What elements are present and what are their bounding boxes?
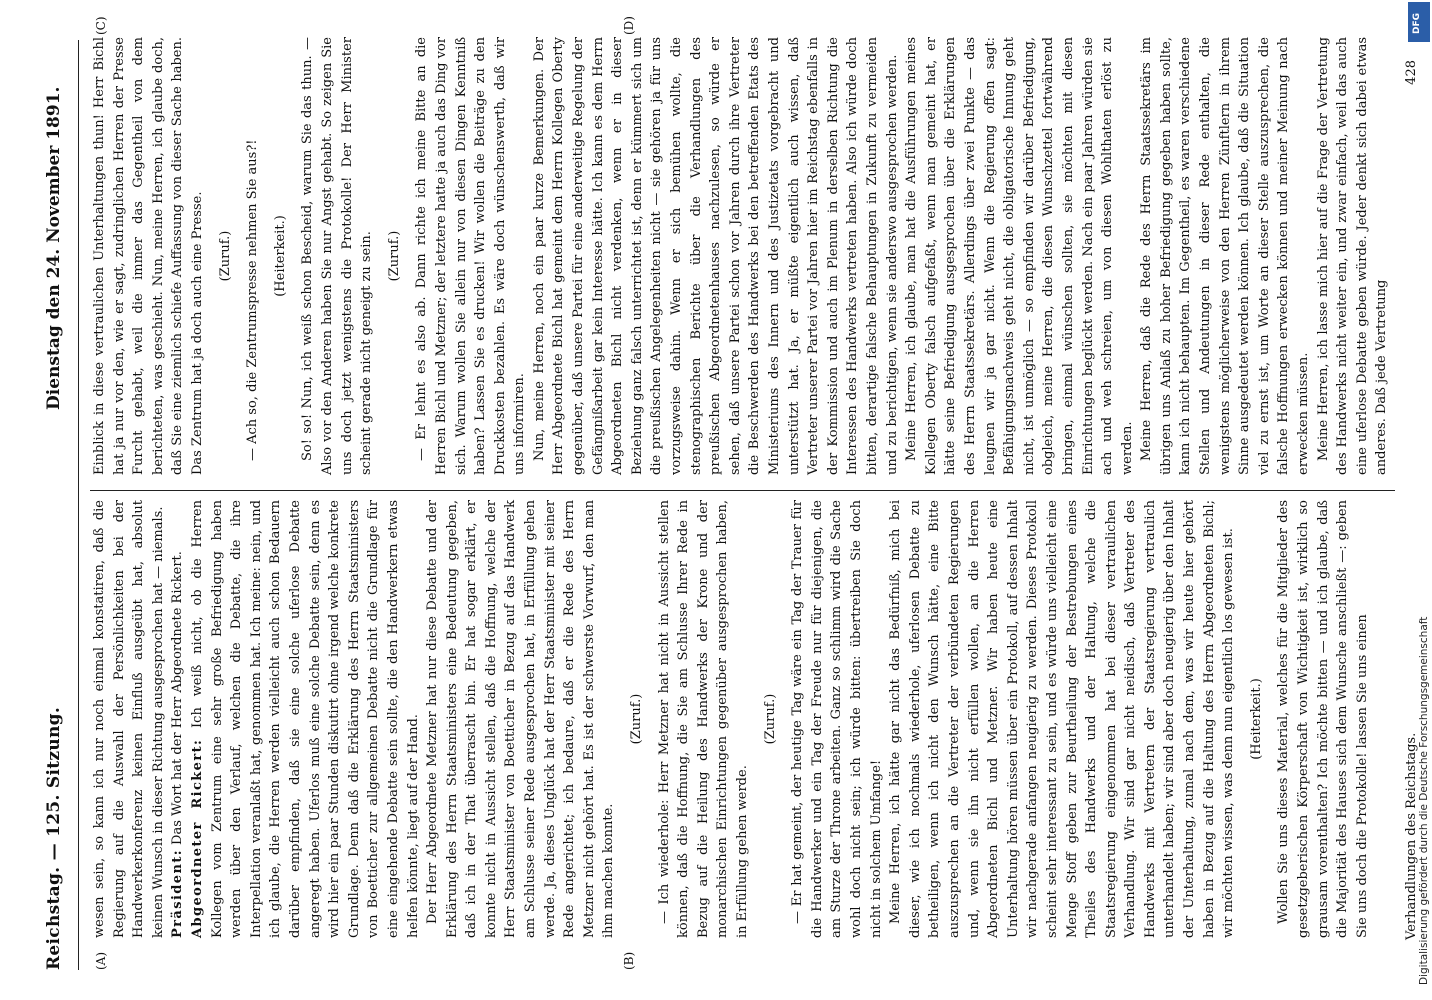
paragraph: Meine Herren, ich lasse mich hier auf die Frage der Vertretung des Handwerks nicht weiter ein, und zwar einfach, weil das auch eine uferlose Debatte geben würde. Jeder denkt sich dabei etwas anderes. Daß jede Vertretung <box>1315 37 1390 475</box>
paragraph: — Er lehnt es also ab. Dann richte ich meine Bitte an die Herren Bichl und Metzner; der letztere hatte ja auch das Ding vor sich. Warum wollen Sie allein nur von diesen Dingen Kenntniß haben? Lassen Sie es drucken! Wir wollen die Beiträge zu den Druckkosten bezahlen. Es wäre doch wünschenswerth, daß wir uns informiren. <box>414 37 528 475</box>
paragraph: Meine Herren, ich glaube, man hat die Ausführungen meines Kollegen Oberty falsch aufgefaßt, wenn man gemeint hat, er hätte seine Befriedigung ausgesprochen über die Erklärungen des Herrn Staatssekretärs. Allerdings über zwei Punkte — das leugnen wir ja gar nicht. Wenn die Regierung offen sagt: Befähigungsnachweis geht nicht, die obligatorische Innung geht nicht, ist unmöglich — so empfinden wir darüber Befriedigung, obgleich, meine Herren, die diesen Wunschzettel fortwährend bringen, einmal wünschen sollten, sie möchten mit diesen Einrichtungen beglückt werden. Nach ein paar Jahren würden sie ach und weh schreien, um von diesen Wohlthaten erlöst zu werden. <box>904 37 1135 475</box>
left-column <box>90 500 1372 938</box>
margin-marker-a: (A) <box>94 951 108 970</box>
margin-marker-b: (B) <box>622 951 636 970</box>
paragraph: — Ach so, die Zentrumspresse nehmen Sie aus?! <box>245 139 261 461</box>
column-divider <box>90 490 1395 491</box>
paragraph: — Ich wiederhole: Herr Metzner hat nicht in Aussicht stellen können, daß die Hoffnung, die Sie am Schlusse Ihrer Rede in Bezug auf die Heilung des Handwerks der Krone und der monarchischen Einrichtungen gegenüber ausgesprochen haben, in Erfüllung gehen werde. <box>656 500 750 938</box>
interjection: (Heiterkeit.) <box>272 215 288 297</box>
interjection: (Zuruf.) <box>629 693 645 745</box>
paragraph: Meine Herren, ich hätte gar nicht das Bedürfniß, mich bei dieser, wie ich nochmals wiederhole, uferlosen Debatte zu betheiligen, wenn ich nicht den Wunsch hätte, eine Bitte auszusprechen an die Vertreter der verbündeten Regierungen und, wenn sie ihn nicht erfüllen wollen, an die Herren Abgeordneten Bichl und Metzner. Wir haben heute eine Unterhaltung hören müssen über ein Protokoll, auf dessen Inhalt wir nachgerade anfangen neugierig zu werden. Dieses Protokoll scheint sehr interessant zu sein, und es würde uns vielleicht eine Menge Stoff geben zur Beurtheilung der Bestrebungen eines Theiles des Handwerks und der Haltung, welche die Staatsregierung eingenommen hat bei dieser vertraulichen Verhandlung. Wir sind gar nicht neidisch, daß Vertreter des Handwerks mit Vertretern der Staatsregierung vertraulich unterhandelt haben; wir sind aber doch neugierig über den Inhalt der Unterhaltung, zumal nach dem, was wir heute hier gehört haben in Bezug auf die Haltung des Herrn Abgeordneten Bichl; wir möchten wissen, was denn nun eigentlich los gewesen ist. <box>888 500 1237 938</box>
paragraph: Nun, meine Herren, noch ein paar kurze Bemerkungen. Der Herr Abgeordnete Bichl hat gemeint dem Herrn Kollegen Oberty gegenüber, daß unsere Partei für eine anderweitige Regelung der Gefängnißarbeit gar kein Interesse hätte. Ich kann es dem Herrn Abgeordneten Bichl nicht verdenken, wenn er in dieser Beziehung ganz falsch unterrichtet ist, denn er kümmert sich um die preußischen Angelegenheiten nicht — sie gehören ja für uns vorzugsweise dahin. Wenn er sich bemühen wollte, die stenographischen Berichte über die Verhandlungen des preußischen Abgeordnetenhauses nachzulesen, so würde er sehen, daß unsere Partei schon vor Jahren durch ihre Vertreter die Beschwerden des Handwerks bei den betreffenden Etats des Ministeriums des Innern und des Justizetats vorgebracht und unterstützt hat. Ja, er müßte eigentlich auch wissen, daß Vertreter unserer Partei vor Jahren hier im Reichstag ebenfalls in der Kommission und auch im Plenum in derselben Richtung die Interessen des Handwerks vertreten haben. Also ich würde doch bitten, derartige falsche Behauptungen in Zukunft zu vermeiden und zu berichtigen, wenn sie anderswo ausgesprochen werden. <box>531 37 900 475</box>
dfg-logo-text: DFG <box>1412 12 1422 34</box>
speech-text: Das Wort hat der Herr Abgeordnete Rickert. <box>170 551 186 850</box>
interjection: (Heiterkeit.) <box>1248 678 1264 760</box>
footer-source: Verhandlungen des Reichstags. <box>1404 732 1419 940</box>
speaker-paragraph <box>168 500 188 938</box>
speaker-name: Abgeordneter Rickert: <box>189 738 205 938</box>
paragraph: wesen sein, so kann ich nur noch einmal konstatiren, daß die Regierung auf die Auswahl der Persönlichkeiten bei der Handwerkerkonferenz keinen Einfluß ausgeübt hat, absolut keinen Wunsch in dieser Richtung ausgesprochen hat — niemals. <box>92 500 166 938</box>
margin-marker-d: (D) <box>622 16 636 35</box>
speaker-paragraph <box>188 500 423 938</box>
page-header-title: Reichstag. — 125. Sitzung. <box>44 706 64 970</box>
paragraph: Wollen Sie uns dieses Material, welches für die Mitglieder des gesetzgeberischen Körperschaft von Wichtigkeit ist, wirklich so grausam vorenthalten? Ich möchte bitten — und ich glaube, daß die Majorität des Hauses sich dem Wunsche anschließt —: geben Sie uns doch die Protokolle! lassen Sie uns einen <box>1276 500 1370 938</box>
dfg-logo <box>1408 2 1430 42</box>
speech-text: Ich weiß nicht, ob die Herren Kollegen vom Zentrum eine sehr große Befriedigung haben werden über den Verlauf, welchen die Debatte, die ihre Interpellation veranlaßt hat, genommen hat. Ich meine: nein, und ich glaube, die Herren werden vielleicht auch schon Bedauern darüber empfinden, daß sie eine solche uferlose Debatte angeregt haben. Uferlos muß eine solche Debatte sein, denn es wird hier ein paar Stunden diskutirt ohne irgend welche konkrete Grundlage. Denn daß die Erklärung des Herrn Staatsministers von Boetticher zur allgemeinen Debatte nicht die Grundlage für eine eingehende Debatte sein sollte, die den Handwerkern etwas helfen könnte, liegt auf der Hand. <box>189 500 421 938</box>
speaker-name: Präsident: <box>170 849 186 938</box>
paragraph: Der Herr Abgeordnete Metzner hat nur diese Debatte und der Erklärung des Herrn Staatsministers eine Bedeutung gegeben, daß ich in der That überrascht bin. Er hat sogar erklärt, er konnte nicht in Aussicht stellen, daß die Hoffnung, welche der Herr Staatsminister von Boetticher in Bezug auf das Handwerk am Schlusse seiner Rede ausgesprochen hat, in Erfüllung gehen werde. Ja, dieses Unglück hat der Herr Staatsminister mit seiner Rede angerichtet; ich bedaure, daß er die Rede des Herrn Metzner nicht gehört hat. Es ist der schwerste Vorwurf, den man ihm machen konnte. <box>425 500 617 938</box>
interjection: (Zuruf.) <box>386 230 402 282</box>
footer-sheet-number: 428 <box>1404 60 1419 85</box>
digitization-credit: Digitalisierung gefördert durch die Deutsche Forschungsgemeinschaft <box>1418 616 1430 985</box>
page-header-date <box>44 70 64 410</box>
paragraph: Einblick in diese vertraulichen Unterhaltungen thun! Herr Bichl hat ja nur vor den, wie er sagt, zudringlichen Herren der Presse Furcht gehabt, weil die immer das Gegentheil von dem berichteten, was geschieht. Nun, meine Herren, ich glaube doch, daß Sie eine ziemlich schiefe Auffassung von dieser Sache haben. Das Zentrum hat ja doch auch eine Presse. <box>92 37 205 475</box>
session-date: Dienstag den 24. November 1891. <box>44 86 64 410</box>
right-column <box>90 37 1392 475</box>
interjection: (Zuruf.) <box>217 230 233 282</box>
header-rule <box>78 40 79 970</box>
interjection: (Zuruf.) <box>762 693 778 745</box>
paragraph: So! so! Nun, ich weiß schon Bescheid, warum Sie das thun. — Also vor den Anderen haben Sie nur Angst gehabt. So zeigen Sie uns doch jetzt wenigstens die Protokolle! Der Herr Minister scheint gerade nicht geneigt zu sein. <box>300 37 375 475</box>
paragraph: — Er hat gemeint, der heutige Tag wäre ein Tag der Trauer für die Handwerker und ein Tag der Freude nur für diejenigen, die am Sturze der Throne arbeiten. Ganz so schlimm wird die Sache wohl doch nicht sein; ich würde bitten: übertreiben Sie doch nicht in solchem Umfange! <box>790 500 884 938</box>
paragraph: Meine Herren, daß die Rede des Herrn Staatssekretärs im übrigen uns Anlaß zu hoher Befriedigung gegeben haben sollte, kann ich nicht behaupten. Im Gegentheil, es waren verschiedene Stellen und Andeutungen in dieser Rede enthalten, die wenigstens möglicherweise von den Herren Zünftlern in ihrem Sinne ausgedeutet werden können. Ich glaube, daß die Situation viel zu ernst ist, um Worte an dieser Stelle auszusprechen, die falsche Hoffnungen erwecken können und meiner Meinung nach erwecken müssen. <box>1139 37 1312 475</box>
margin-marker-c: (C) <box>94 16 108 35</box>
